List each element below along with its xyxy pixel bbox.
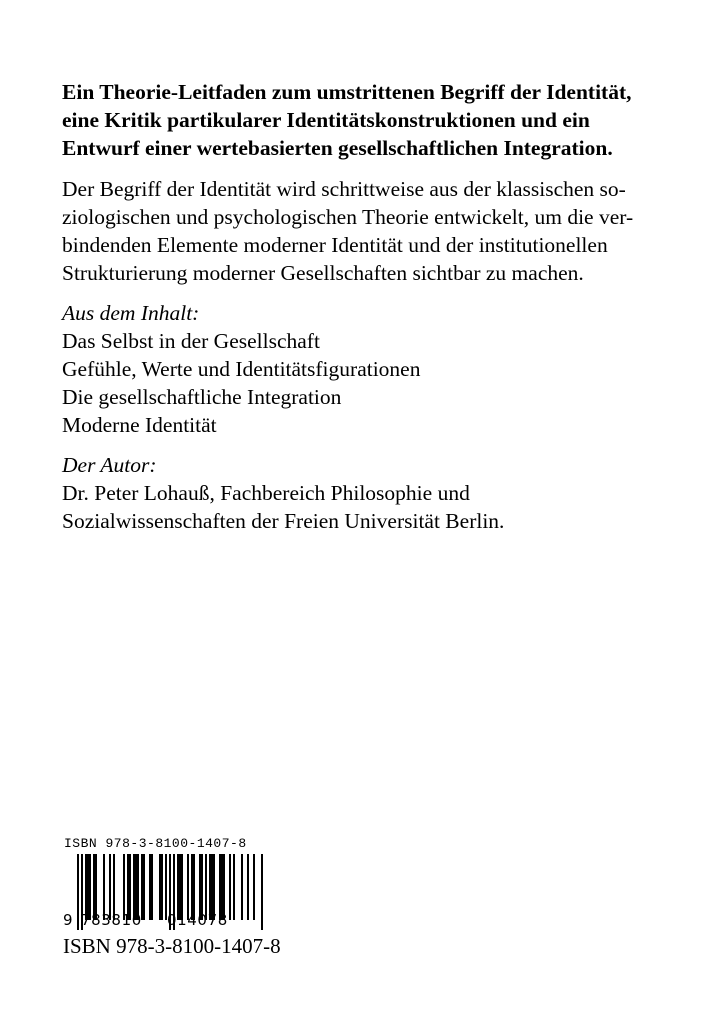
description-line: Strukturierung moderner Gesellschaften sichtbar zu machen. — [62, 261, 584, 285]
barcode-bar — [159, 854, 161, 920]
barcode-guard-bar — [261, 854, 263, 930]
barcode-digit-group-right: 014078 — [167, 911, 228, 929]
lead-line: Entwurf einer wertebasierten gesellschaftlichen Integration. — [62, 136, 613, 160]
description-line: Der Begriff der Identität wird schrittweise aus der klassischen so- — [62, 177, 626, 201]
barcode-bar — [149, 854, 151, 920]
author-heading: Der Autor: — [62, 453, 157, 477]
barcode-guard-bar — [77, 854, 79, 930]
contents-item: Das Selbst in der Gesellschaft — [62, 329, 320, 353]
lead-line: Ein Theorie-Leitfaden zum umstrittenen Begriff der Identität, — [62, 80, 632, 104]
barcode-bar — [233, 854, 235, 920]
contents-heading: Aus dem Inhalt: — [62, 301, 200, 325]
description-paragraph — [62, 175, 672, 287]
contents-item: Moderne Identität — [62, 413, 217, 437]
barcode-bar — [161, 854, 163, 920]
barcode-bar — [253, 854, 255, 920]
contents-item: Gefühle, Werte und Identitätsfigurationen — [62, 357, 421, 381]
lead-paragraph — [62, 78, 672, 162]
contents-list — [62, 327, 672, 439]
author-line: Dr. Peter Lohauß, Fachbereich Philosophie und — [62, 481, 470, 505]
barcode-bar — [241, 854, 243, 920]
barcode-digit-group-left: 783810 — [81, 911, 142, 929]
barcode-block — [63, 836, 281, 958]
description-line: ziologischen und psychologischen Theorie entwickelt, um die ver- — [62, 205, 634, 229]
barcode-bar — [151, 854, 153, 920]
isbn-bottom-label: ISBN 978-3-8100-1407-8 — [63, 934, 281, 958]
barcode-bar — [229, 854, 231, 920]
blurb — [62, 78, 672, 535]
description-line: bindenden Elemente moderner Identität und der institutionellen — [62, 233, 608, 257]
contents-item: Die gesellschaftliche Integration — [62, 385, 342, 409]
barcode-digit-first: 9 — [63, 911, 73, 929]
barcode-bar — [247, 854, 249, 920]
lead-line: eine Kritik partikularer Identitätskonstruktionen und ein — [62, 108, 590, 132]
author-line: Sozialwissenschaften der Freien Universität Berlin. — [62, 509, 505, 533]
author-info — [62, 479, 672, 535]
isbn-top-label: ISBN 978-3-8100-1407-8 — [64, 836, 247, 851]
barcode-bar — [143, 854, 145, 920]
